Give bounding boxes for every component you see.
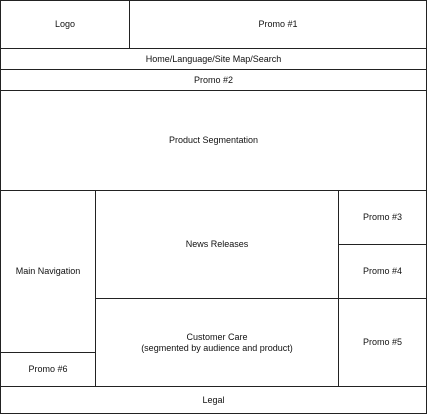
main-navigation-label: Main Navigation	[15, 266, 81, 276]
promo-6-label: Promo #6	[28, 364, 68, 374]
logo-box	[0, 0, 130, 49]
logo-label: Logo	[54, 19, 76, 29]
promo-3-label: Promo #3	[362, 212, 403, 222]
promo-5-box	[338, 298, 427, 387]
customer-care-subtitle: (segmented by audience and product)	[141, 342, 293, 353]
product-segmentation-box	[0, 90, 427, 191]
customer-care-box	[95, 298, 339, 387]
promo-1-label: Promo #1	[258, 19, 298, 29]
promo-2-label: Promo #2	[193, 74, 234, 85]
utility-nav-label: Home/Language/Site Map/Search	[145, 53, 282, 64]
promo-4-box	[338, 244, 427, 299]
news-releases-label: News Releases	[185, 239, 249, 249]
promo-3-box	[338, 190, 427, 245]
utility-nav-bar	[0, 48, 427, 70]
main-navigation-box	[0, 190, 96, 353]
customer-care-title: Customer Care	[186, 331, 248, 342]
product-segmentation-label: Product Segmentation	[168, 135, 259, 145]
legal-label: Legal	[202, 394, 225, 405]
promo-6-box	[0, 352, 96, 387]
promo-5-label: Promo #5	[362, 337, 403, 347]
promo-2-box	[0, 69, 427, 91]
promo-4-label: Promo #4	[362, 266, 403, 276]
legal-footer	[0, 386, 427, 414]
promo-1-box	[129, 0, 427, 49]
news-releases-box	[95, 190, 339, 299]
